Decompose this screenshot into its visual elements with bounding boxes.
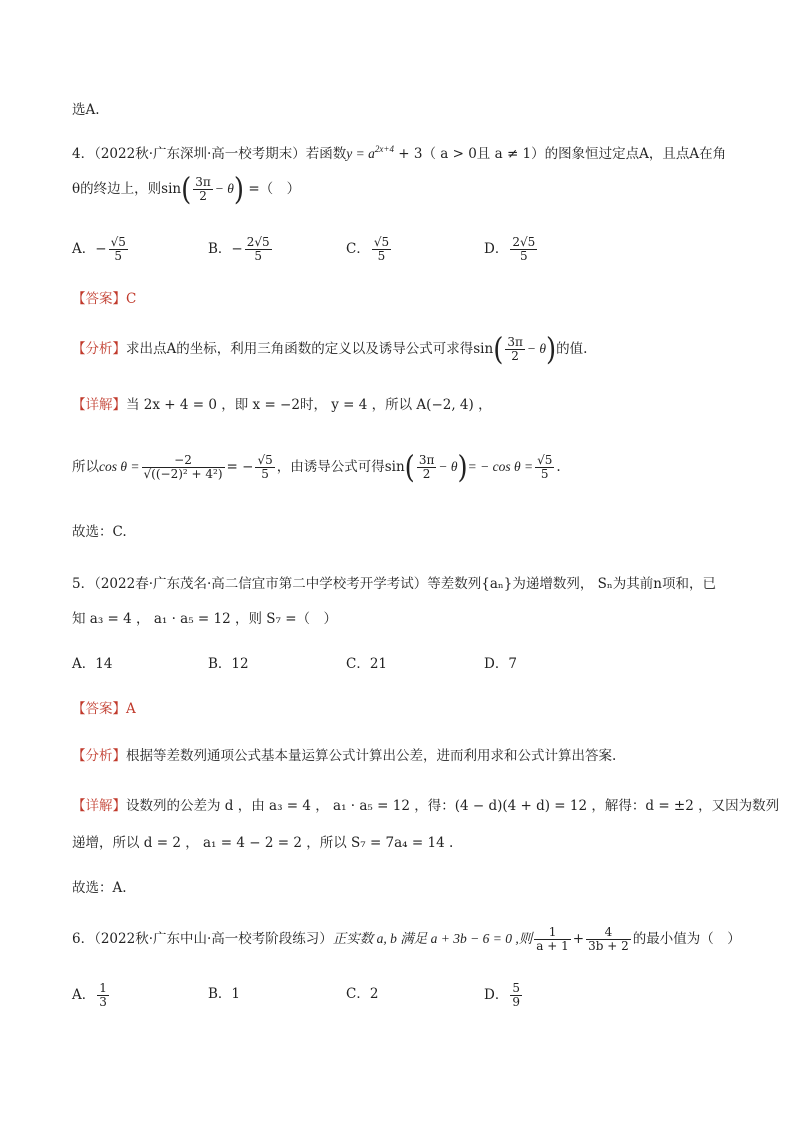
q4-y-eq: y = a bbox=[346, 146, 375, 161]
q5-detail-line2: 递增，所以 d = 2 ， a₁ = 4 − 2 = 2 ，所以 S₇ = 7a₄ = 14 . bbox=[72, 835, 454, 851]
q6-source: （2022秋·广东中山·高一校考阶段练习） bbox=[94, 931, 333, 947]
q6-fraction-2: $\frac{4}{3b + 2}$ bbox=[588, 925, 629, 953]
q6-number: 6． bbox=[72, 931, 95, 947]
q5-answer: 【答案】A bbox=[72, 701, 136, 717]
q4-option-a: A．− $\frac{√5}{5}$ bbox=[72, 235, 126, 263]
q6-fraction-1: $\frac{1}{a + 1}$ bbox=[536, 925, 569, 953]
q4-detail-line2: 所以cos θ = $\frac{-2}{\text{√((−2)² + 4²)}}$ = − $\frac{√5}{5}$ ，由诱导公式可得sin( $\frac{3\pi}{2}$ − θ)= − cos θ = $\frac{√5}{5}$ . bbox=[72, 449, 561, 486]
q5-stem-text: 等差数列{aₙ}为递增数列， Sₙ为其前n项和，已 bbox=[427, 576, 716, 592]
q4-cos-fraction: $\frac{-2}{\text{√((−2)² + 4²)}}$ bbox=[143, 453, 223, 481]
q4-stem-line1 bbox=[72, 142, 726, 166]
q5-choose: 故选：A. bbox=[72, 880, 127, 896]
q4-sin: sin bbox=[161, 181, 182, 197]
q5-source: （2022春·广东茂名·高二信宜市第二中学校考开学考试） bbox=[94, 576, 428, 592]
q4-option-b: B．− $\frac{2√5}{5}$ bbox=[208, 235, 270, 263]
q4-minus-theta: − θ bbox=[214, 181, 234, 196]
q5-stem-line1 bbox=[72, 572, 716, 596]
q4-exponent: 2x+4 bbox=[374, 144, 394, 154]
q6-option-d: D． $\frac{5}{9}$ bbox=[484, 981, 520, 1009]
q6-stem: 6．（2022秋·广东中山·高一校考阶段练习）正实数 a, b 满足 a + 3b − 6 = 0 ,则 $\frac{1}{a + 1}$ + $\frac{4}{3b + 2}$ 的最小值为（ ） bbox=[72, 925, 741, 953]
q6-option-b: B．1 bbox=[208, 986, 241, 1002]
q5-detail-line1: 【详解】设数列的公差为 d ，由 a₃ = 4 ， a₁ · a₅ = 12 ，得：(4 − d)(4 + d) = 12 ，解得：d = ±2 ，又因为数列 bbox=[72, 798, 780, 814]
q5-option-a: A．14 bbox=[72, 656, 113, 672]
q5-option-b: B．12 bbox=[208, 656, 249, 672]
q4-plus3: + 3 bbox=[398, 146, 423, 162]
q5-option-c: C．21 bbox=[346, 656, 388, 672]
q4-source: （2022秋·广东深圳·高一校考期末） bbox=[94, 146, 306, 162]
q4-choose: 故选：C. bbox=[72, 524, 127, 540]
q4-option-c: C． $\frac{√5}{5}$ bbox=[346, 235, 390, 263]
prev-answer: 选A. bbox=[72, 102, 100, 118]
q4-answer: 【答案】C bbox=[72, 291, 137, 307]
q4-number: 4． bbox=[72, 146, 95, 162]
q4-analysis: 【分析】求出点A的坐标，利用三角函数的定义以及诱导公式可求得sin( $\frac{3\pi}{2}$ − θ)的值. bbox=[72, 331, 588, 368]
q4-option-d: D． $\frac{2√5}{5}$ bbox=[484, 235, 536, 263]
q4-stem-text: 若函数 bbox=[305, 146, 347, 162]
q5-analysis: 【分析】根据等差数列通项公式基本量运算公式计算出公差，进而利用求和公式计算出答案. bbox=[72, 748, 617, 764]
q5-number: 5． bbox=[72, 576, 95, 592]
q4-stem-line2: θ的终边上，则sin( $\frac{3\pi}{2}$ − θ) =（ ） bbox=[72, 171, 301, 208]
q4-stem-text3: θ的终边上，则 bbox=[72, 181, 162, 197]
q4-stem-text2: 的图象恒过定点A，且点A在角 bbox=[544, 146, 727, 162]
q6-option-a: A． $\frac{1}{3}$ bbox=[72, 981, 107, 1009]
q4-condition: （ a > 0且 a ≠ 1） bbox=[422, 146, 545, 162]
q5-stem-line2: 知 a₃ = 4 ， a₁ · a₅ = 12 ，则 S₇ =（ ） bbox=[72, 611, 338, 627]
q4-blank: =（ ） bbox=[248, 181, 301, 197]
q4-fraction-3pi-2: $\frac{3\pi}{2}$ bbox=[195, 175, 211, 203]
q4-detail-line1: 【详解】当 2x + 4 = 0 ，即 x = −2时， y = 4 ，所以 A(−2, 4) ， bbox=[72, 397, 492, 413]
q6-option-c: C．2 bbox=[346, 986, 379, 1002]
q5-option-d: D．7 bbox=[484, 656, 517, 672]
